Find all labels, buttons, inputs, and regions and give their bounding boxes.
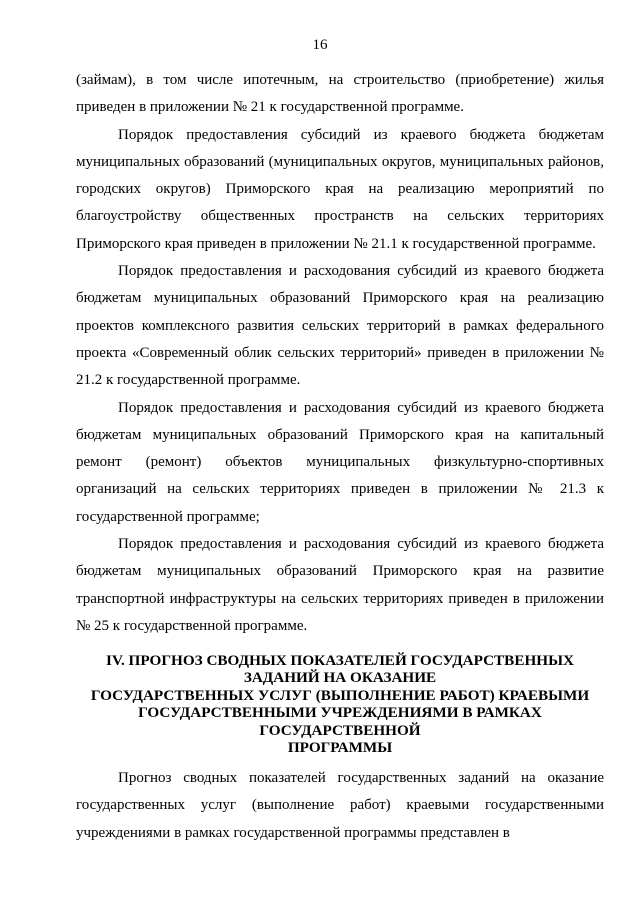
section-heading-line: ГОСУДАРСТВЕННЫХ УСЛУГ (ВЫПОЛНЕНИЕ РАБОТ) КРАЕВЫМИ — [90, 686, 590, 704]
section-heading-line: ЗАДАНИЙ НА ОКАЗАНИЕ — [243, 669, 437, 687]
body-text — [76, 67, 604, 640]
paragraph-forecast: Прогноз сводных показателей государственных заданий на оказание государственных услуг (выполнение работ) краевыми государственными учреждениями в рамках государственной программы представлен в — [76, 770, 604, 841]
section-heading-line: ГОСУДАРСТВЕННЫМИ УЧРЕЖДЕНИЯМИ В РАМКАХ — [138, 704, 542, 722]
paragraph-subsidies-public-spaces: Порядок предоставления субсидий из краевого бюджета бюджетам муниципальных образований (муниципальных округов, муниципальных районов, городских округов) Приморского края на реализацию мероприятий по благоустройству общественных пространств на сельских территориях Приморского края приведен в приложении № 21.1 к государственной программе. — [76, 126, 604, 252]
paragraph-subsidies-rural-development: Порядок предоставления и расходования субсидий из краевого бюджета бюджетам муниципальных образований Приморского края на реализацию проектов комплексного развития сельских территорий в рамках федерального проекта «Современный облик сельских территорий» приведен в приложении № 21.2 к государственной программе. — [76, 263, 604, 389]
section-heading-line: ГОСУДАРСТВЕННОЙ — [259, 721, 421, 739]
page-number: 16 — [312, 37, 328, 53]
paragraph-continuation: (займам), в том числе ипотечным, на строительство (приобретение) жилья приведен в приложении № 21 к государственной программе. — [76, 72, 604, 116]
paragraph-subsidies-sports-facilities: Порядок предоставления и расходования субсидий из краевого бюджета бюджетам муниципальных образований Приморского края на капитальный ремонт (ремонт) объектов муниципальных физкультурно-спортивных организаций на сельских территориях приведен в приложении № 21.3 к государственной программе; — [76, 399, 604, 525]
closing-text — [76, 765, 604, 847]
section-heading-line: ПРОГРАММЫ — [287, 739, 393, 757]
section-heading-line: IV. ПРОГНОЗ СВОДНЫХ ПОКАЗАТЕЛЕЙ ГОСУДАРСТВЕННЫХ — [106, 652, 574, 669]
section-heading — [76, 652, 604, 756]
paragraph-subsidies-transport: Порядок предоставления и расходования субсидий из краевого бюджета бюджетам муниципальных образований Приморского края на развитие транспортной инфраструктуры на сельских территориях приведен в приложении № 25 к государственной программе. — [76, 536, 604, 634]
